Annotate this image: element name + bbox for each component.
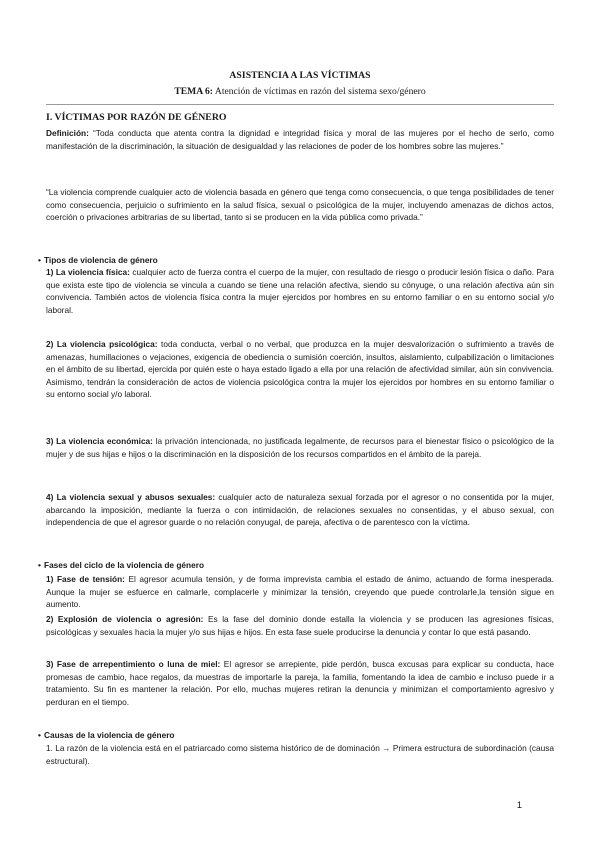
topic-label: TEMA 6: [174,86,214,97]
fases-heading: • Fases del ciclo de la violencia de género [38,560,205,570]
definition-paragraph [46,127,554,152]
bullet-icon: • [38,730,41,740]
causas-heading: • Causas de la violencia de género [38,730,175,740]
fase-arrepentimiento: 3) Fase de arrepentimiento o luna de miel: El agresor se arrepiente, pide perdón, busca excusas para explicar su conducta, hace promesas de cambio, hace regalos, da muestras de importarle la pareja, la familia, fomentando la idea de cambio e incluso puede ir a tratamiento. Su fin es mantener la relación. Por ello, muchas mujeres retiran la denuncia y minimizan el comportamiento agresivo y perduran en el tiempo. [46,659,554,707]
bullet-icon: • [38,560,41,570]
definition-text: “Toda conducta que atenta contra la dignidad e integridad física y moral de las mujeres por el hecho de serlo, como manifestación de la discriminación, la situación de desigualdad y las relaciones de poder de los hombres sobre las mujeres.” [46,128,554,151]
tipo-psicologica: 2) La violencia psicológica: toda conducta, verbal o no verbal, que produzca en la mujer desvalorización o sufrimiento a través de amenazas, humillaciones o vejaciones, exigencia de obediencia o sumisión coerción, insultos, aislamiento, culpabilización o limitaciones en el ámbito de su libertad, ejercida por quién este o haya estado ligado a ella por una relación de afectividad similar, aún sin convivencia. Asimismo, tendrán la consideración de actos de violencia psicológica contra la mujer los ejercidos por hombres en su entorno familiar o su entorno social y/o laboral. [46,339,554,400]
quote-paragraph: “La violencia comprende cualquier acto de violencia basada en género que tenga como consecuencia, o que tenga posibilidades de tener como consecuencia, perjuicio o sufrimiento en la salud física, sexual o psicológica de la mujer, incluyendo amenazas de dichos actos, coerción o privaciones arbitrarias de su libertad, tanto si se producen en la vida pública como privada.” [46,187,554,223]
document-subtitle [46,86,554,97]
tipos-heading: • Tipos de violencia de género [38,255,158,265]
definition-label: Definición: [46,128,89,138]
bullet-icon: • [38,255,41,265]
tipo-fisica: 1) La violencia física: cualquier acto de fuerza contra el cuerpo de la mujer, con resultado de riesgo o producir lesión física o daño. Para que exista este tipo de violencia se vincula a cuando se tiene una relación afectiva, siendo su cónyuge, o una relación afectiva aún sin convivencia. También actos de violencia física contra la mujer ejercidos por hombres en su entorno familiar o en su entorno social y/o laboral. [46,267,554,315]
tipo-economica: 3) La violencia económica: la privación intencionada, no justificada legalmente, de recursos para el bienestar físico o psicológico de la mujer y de sus hijas e hijos o la discriminación en la disposición de los recursos compartidos en el ámbito de la pareja. [46,436,555,459]
tipo-sexual: 4) La violencia sexual y abusos sexuales: cualquier acto de naturaleza sexual forzada por el agresor o no consentida por la mujer, abarcando la imposición, mediante la fuerza o con intimidación, de relaciones sexuales no consentidas, y el abuso sexual, con independencia de que el agresor guarde o no relación conyugal, de pareja, afectiva o de parentesco con la víctima. [46,492,554,528]
document-title: ASISTENCIA A LAS VÍCTIMAS [229,70,371,81]
causa-item-1: 1. La razón de la violencia está en el patriarcado como sistema histórico de de dominación → Primera estructura de subordinación (causa estructural). [46,743,554,766]
fase-explosion: 2) Explosión de violencia o agresión: Es la fase del dominio donde estalla la violencia y se producen las agresiones físicas, psicológicas y sexuales hacia la mujer y/o sus hijas e hijos. En esta fase suele producirse la denuncia y contar lo que está pasando. [46,614,554,637]
topic-text: Atención de víctimas en razón del sistema sexo/género [213,86,426,97]
page-number: 1 [516,800,522,811]
section-title: I. VÍCTIMAS POR RAZÓN DE GÉNERO [46,112,227,123]
header-divider [46,104,554,105]
fase-tension: 1) Fase de tensión: El agresor acumula tensión, y de forma imprevista cambia el estado de ánimo, actuando de forma inesperada. Aunque la mujer se esfuerce en calmarle, complacerle y minimizar la tensión, creyendo que puede controlarle,la tensión sigue en aumento. [46,574,554,610]
